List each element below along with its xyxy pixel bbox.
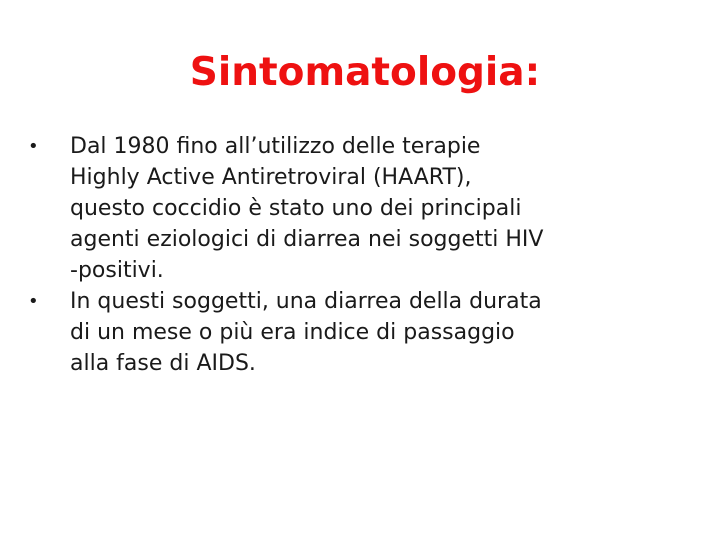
bullet-item-2 <box>28 286 698 379</box>
bullet-icon: • <box>28 136 39 157</box>
bullet-1-line-4: agenti eziologici di diarrea nei soggetti HIV <box>70 227 544 252</box>
bullet-1-line-2: Highly Active Antiretroviral (HAART), <box>70 165 472 190</box>
bullet-icon: • <box>28 291 39 312</box>
bullet-1-line-3: questo coccidio è stato uno dei principali <box>70 196 522 221</box>
bullet-2-line-2: di un mese o più era indice di passaggio <box>70 320 515 345</box>
bullet-list <box>28 131 698 379</box>
bullet-1-line-5: -positivi. <box>70 258 164 283</box>
slide-title: Sintomatologia: <box>189 50 541 95</box>
bullet-2-line-1: In questi soggetti, una diarrea della durata <box>70 289 542 314</box>
bullet-1-line-1: Dal 1980 fino all’utilizzo delle terapie <box>70 134 481 159</box>
bullet-item-1 <box>28 131 698 286</box>
bullet-2-line-3: alla fase di AIDS. <box>70 351 256 376</box>
